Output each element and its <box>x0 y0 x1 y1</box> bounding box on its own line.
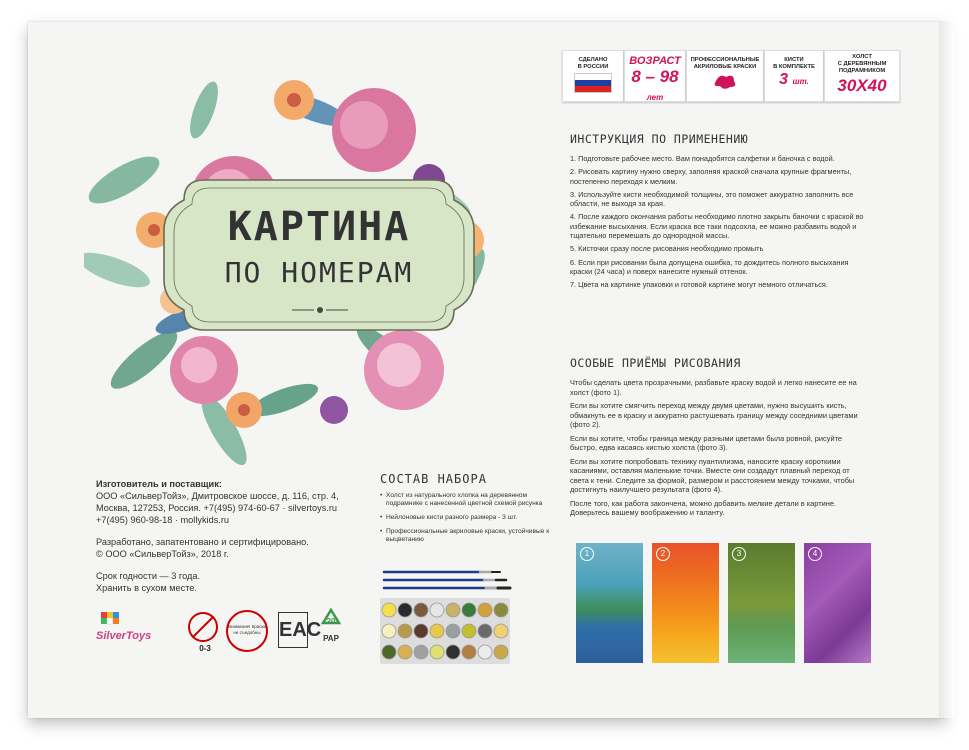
age-warning-icon <box>188 612 218 653</box>
ornament-icon <box>292 306 348 314</box>
instruction-item: 2. Рисовать картину нужно сверху, заполняя краской сначала крупные фрагменты, постепенно переходя к мелким. <box>570 167 852 186</box>
technique-photo: 4 <box>804 543 871 663</box>
paint-pot <box>398 603 412 617</box>
paint-pot <box>462 603 476 617</box>
dev-line: Разработано, запатентовано и сертифицировано. <box>96 537 309 547</box>
techniques-title: ОСОБЫЕ ПРИЁМЫ РИСОВАНИЯ <box>570 356 741 370</box>
paint-pot <box>494 624 508 638</box>
producer-heading: Изготовитель и поставщик: <box>96 479 222 489</box>
paint-pot <box>382 603 396 617</box>
instruction-item: 7. Цвета на картинке упаковки и готовой картине могут немного отличаться. <box>570 280 828 290</box>
recycle-label: PAP <box>323 634 339 643</box>
certification-logos <box>96 608 346 658</box>
instruction-item: 5. Кисточки сразу после рисования необходимо промыть <box>570 244 764 254</box>
set-item: • Холст из натурального хлопка на деревянном подрамнике с нанесенной цветной схемой рисунка <box>380 492 556 508</box>
paint-pot <box>414 645 428 659</box>
technique-photos <box>576 543 870 663</box>
paint-pot <box>382 624 396 638</box>
recycle-icon <box>316 608 346 652</box>
paint-pot <box>446 624 460 638</box>
technique-item: Если вы хотите, чтобы граница между разными цветами была ровной, рисуйте быстро, едва касаясь кистью холста (фото 3). <box>570 433 842 452</box>
brushes-illustration <box>380 566 520 596</box>
set-item: • Нейлоновые кисти разного размера - 3 шт. <box>380 514 556 522</box>
paint-pot <box>430 645 444 659</box>
producer-line: +7(495) 960-98-18 · mollykids.ru <box>96 515 230 525</box>
cube-icon <box>100 608 120 630</box>
technique-photo: 3 <box>728 543 795 663</box>
instruction-item: 6. Если при рисовании была допущена ошибка, то дождитесь полного высыхания краски (24 часа) и поверх нанесите нужный оттенок. <box>570 257 849 276</box>
canvas-size-badge: ХОЛСТ С ДЕРЕВЯННЫМ ПОДРАМНИКОМ 30X40 <box>824 50 900 102</box>
feature-badges <box>562 50 900 102</box>
paint-pot <box>494 645 508 659</box>
set-title: СОСТАВ НАБОРА <box>380 472 487 486</box>
paint-pot <box>478 603 492 617</box>
paint-splash-icon <box>710 71 740 91</box>
paint-pot <box>462 645 476 659</box>
title-line-1: КАРТИНА <box>227 204 411 250</box>
technique-item: Чтобы сделать цвета прозрачными, разбавьте краску водой и легко нанесите ее на холст (фото 1). <box>570 378 857 397</box>
paint-pot <box>494 603 508 617</box>
paint-pot <box>382 645 396 659</box>
age-badge: ВОЗРАСТ 8 – 98 лет <box>624 50 686 102</box>
age-warning-label: 0-3 <box>199 644 211 653</box>
instructions-section <box>570 132 870 294</box>
shelf-line: Хранить в сухом месте. <box>96 583 197 593</box>
paint-pot <box>446 645 460 659</box>
instructions-title: ИНСТРУКЦИЯ ПО ПРИМЕНЕНИЮ <box>570 132 749 146</box>
paint-pot <box>430 624 444 638</box>
package-edge <box>939 22 955 718</box>
paint-pot <box>414 624 428 638</box>
set-contents <box>380 472 556 544</box>
shelf-line: Срок годности — 3 года. <box>96 571 200 581</box>
technique-item: Если вы хотите попробовать технику пуантилизма, наносите краску короткими касаниями, оставляя маленькие точки. Вместе они создадут плавный переход от света к тени. Следите за формой, размером и расстоянием между точками, чтобы достигнуть наилучшего результата (фото 4). <box>570 456 855 494</box>
paint-pot <box>398 624 412 638</box>
producer-line: ООО «СильверТойз», Дмитровское шоссе, д. 116, стр. 4, <box>96 491 339 501</box>
paint-pots-illustration <box>380 598 510 664</box>
paint-pot <box>478 624 492 638</box>
eac-mark: EAC <box>278 612 308 648</box>
paint-pot <box>398 645 412 659</box>
paint-pot <box>430 603 444 617</box>
brushes-badge: КИСТИ В КОМПЛЕКТЕ 3 шт. <box>764 50 824 102</box>
technique-photo: 1 <box>576 543 643 663</box>
title-block <box>164 170 474 340</box>
technique-item: Если вы хотите смягчить переход между двумя цветами, нужно высушить кисть, обмакнуть ее в краску и аккуратно растушевать границу между соседними цветами (фото 2). <box>570 401 858 429</box>
paint-pot <box>414 603 428 617</box>
producer-line: Москва, 127253, Россия. +7(495) 974-60-67 · silvertoys.ru <box>96 503 338 513</box>
techniques-section <box>570 356 870 522</box>
title-line-2: ПО НОМЕРАМ <box>224 256 414 289</box>
instruction-item: 1. Подготовьте рабочее место. Вам понадобятся салфетки и баночка с водой. <box>570 154 835 163</box>
recycle-number: 20 <box>326 617 336 626</box>
brand-logo: SilverToys <box>96 630 152 642</box>
paint-pot <box>446 603 460 617</box>
set-item: • Профессиональные акриловые краски, устойчивые к выцветанию <box>380 528 556 544</box>
paint-pot <box>478 645 492 659</box>
technique-photo: 2 <box>652 543 719 663</box>
paint-pot <box>462 624 476 638</box>
acrylic-paints-badge: ПРОФЕССИОНАЛЬНЫЕ АКРИЛОВЫЕ КРАСКИ <box>686 50 764 102</box>
instruction-item: 4. После каждого окончания работы необходимо плотно закрыть баночки с краской во избежание высыхания. Если краска все таки подсохла, ее можно разбавить водой и тщательно перемешать до однородной массы. <box>570 212 864 241</box>
russia-flag-icon <box>574 73 612 93</box>
dev-line: © ООО «СильверТойз», 2018 г. <box>96 549 229 559</box>
not-edible-warning: Внимание! Краски не съедобны <box>226 610 268 652</box>
made-in-russia-badge: СДЕЛАНО В РОССИИ <box>562 50 624 102</box>
instruction-item: 3. Используйте кисти необходимой толщины, это поможет аккуратно заполнить все области, не выходя за края. <box>570 189 854 209</box>
producer-info <box>96 478 376 594</box>
technique-item: После того, как работа закончена, можно добавить мелкие детали в картине. Доверьтесь вашему воображению и таланту. <box>570 498 836 517</box>
